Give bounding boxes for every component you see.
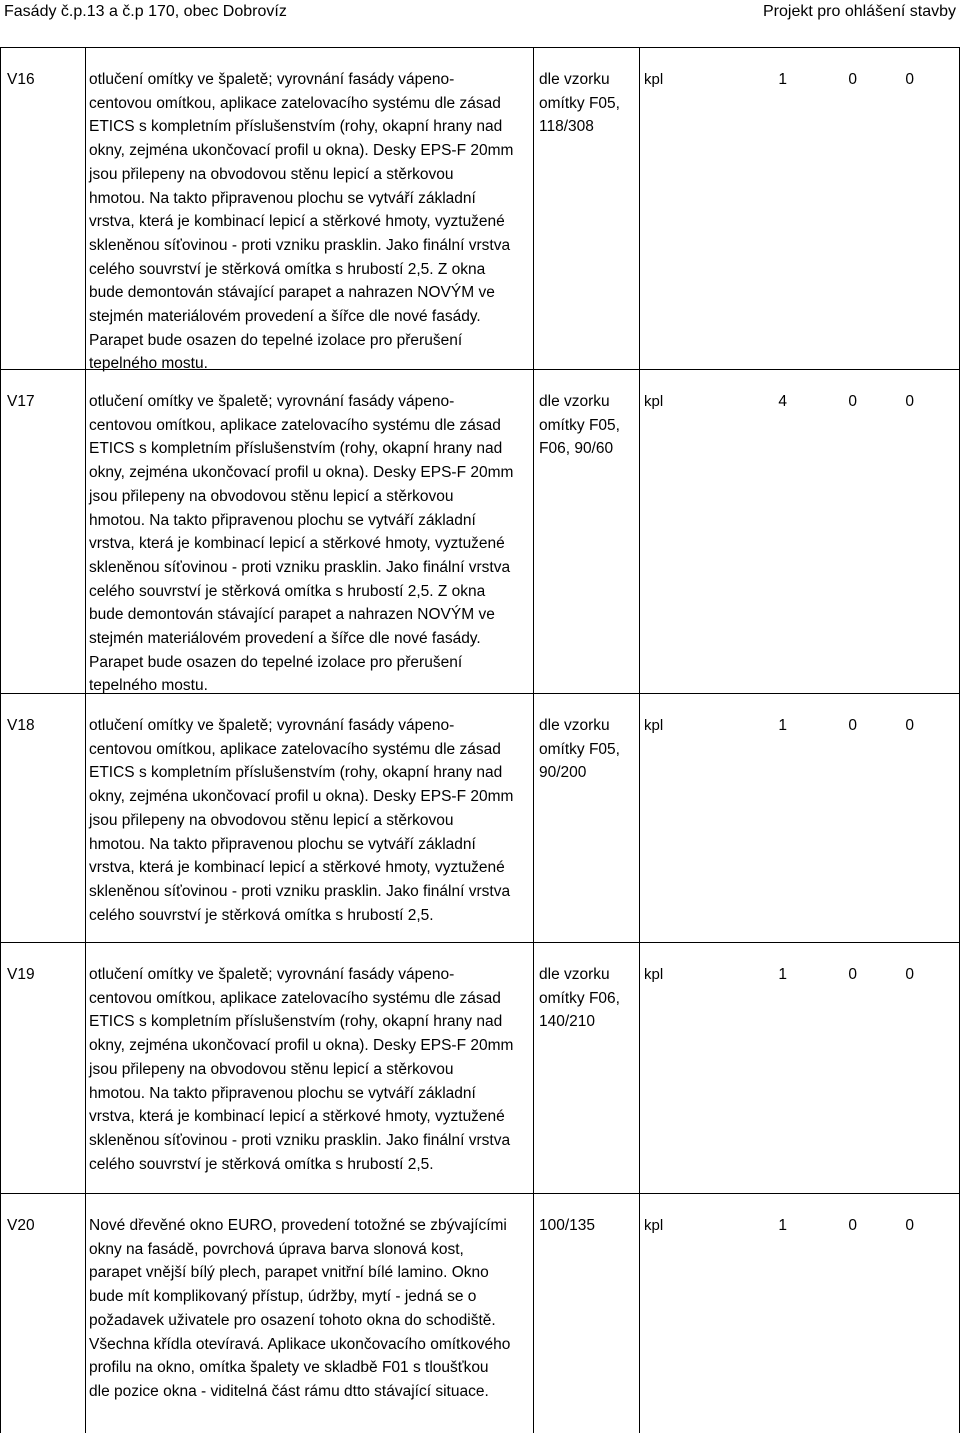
specification-line: 100/135 xyxy=(539,1217,596,1234)
description-line: hmotou. Na takto připravenou plochu se vytváří základní xyxy=(89,189,476,207)
item-unit: kpl xyxy=(644,71,664,88)
description-line: ETICS s kompletním příslušenstvím (rohy, okapní hrany nad xyxy=(89,440,503,458)
description-line: tepelného mostu. xyxy=(89,355,208,373)
description-line: hmotou. Na takto připravenou plochu se vytváří základní xyxy=(89,511,476,529)
item-code: V17 xyxy=(7,393,35,410)
description-line: parapet vnější bílý plech, parapet vnitřní bílé lamino. Okno xyxy=(89,1264,489,1282)
description-line: ETICS s kompletním příslušenstvím (rohy, okapní hrany nad xyxy=(89,764,503,782)
table-row xyxy=(1,694,959,943)
specification-line: dle vzorku xyxy=(539,71,610,88)
item-quantity-q1: 1 xyxy=(778,717,787,734)
description-line: okny na fasádě, povrchová úprava barva slonová kost, xyxy=(89,1240,464,1258)
description-line: stejmén materiálovém provedení a šířce dle nové fasády. xyxy=(89,308,481,326)
specification-line: omítky F05, xyxy=(539,740,620,758)
item-code: V19 xyxy=(7,966,35,983)
item-quantity-q3: 0 xyxy=(905,1217,914,1234)
item-quantity-q3: 0 xyxy=(905,966,914,983)
description-line: otlučení omítky ve špaletě; vyrovnání fasády vápeno- xyxy=(89,393,455,410)
item-unit: kpl xyxy=(644,1217,664,1234)
description-line: skleněnou síťovinou - proti vzniku prasklin. Jako finální vrstva xyxy=(89,1131,511,1149)
description-line: vrstva, která je kombinací lepicí a stěrkové hmoty, vyztužené xyxy=(89,1108,505,1126)
description-line: bude demontován stávající parapet a nahrazen NOVÝM ve xyxy=(89,284,495,302)
specification-line: 118/308 xyxy=(539,118,594,136)
description-line: hmotou. Na takto připravenou plochu se vytváří základní xyxy=(89,835,476,853)
specification-line: dle vzorku xyxy=(539,717,610,734)
description-line: vrstva, která je kombinací lepicí a stěrkové hmoty, vyztužené xyxy=(89,535,505,553)
table-row xyxy=(1,48,959,373)
item-code: V20 xyxy=(7,1217,35,1234)
item-code: V18 xyxy=(7,717,35,734)
item-unit: kpl xyxy=(644,717,664,734)
table-row xyxy=(1,943,959,1194)
description-line: otlučení omítky ve špaletě; vyrovnání fasády vápeno- xyxy=(89,71,455,88)
description-line: vrstva, která je kombinací lepicí a stěrkové hmoty, vyztužené xyxy=(89,213,505,231)
description-line: bude mít komplikovaný přístup, údržby, mytí - jedná se o xyxy=(89,1288,477,1306)
item-quantity-q3: 0 xyxy=(905,717,914,734)
specification-line: omítky F06, xyxy=(539,989,620,1007)
item-specification xyxy=(539,390,639,461)
description-line: skleněnou síťovinou - proti vzniku prasklin. Jako finální vrstva xyxy=(89,558,511,576)
page-header xyxy=(0,0,960,24)
description-line: centovou omítkou, aplikace zatelovacího systému dle zásad xyxy=(89,740,501,758)
description-line: celého souvrství je stěrková omítka s hrubostí 2,5. xyxy=(89,906,434,924)
table-row xyxy=(1,1194,959,1434)
item-unit: kpl xyxy=(644,966,664,983)
item-description xyxy=(89,390,535,698)
item-quantity-q1: 1 xyxy=(778,71,787,88)
specification-line: F06, 90/60 xyxy=(539,440,614,458)
description-line: okny, zejména ukončovací profil u okna). Desky EPS-F 20mm xyxy=(89,788,514,806)
item-quantity-q3: 0 xyxy=(905,71,914,88)
description-line: celého souvrství je stěrková omítka s hrubostí 2,5. Z okna xyxy=(89,260,486,278)
description-line: celého souvrství je stěrková omítka s hrubostí 2,5. Z okna xyxy=(89,582,486,600)
specification-line: dle vzorku xyxy=(539,966,610,983)
item-quantity-q1: 4 xyxy=(778,393,787,410)
description-line: Parapet bude osazen do tepelné izolace pro přerušení xyxy=(89,331,463,349)
description-line: hmotou. Na takto připravenou plochu se vytváří základní xyxy=(89,1084,476,1102)
item-quantity-q2: 0 xyxy=(848,71,857,88)
description-line: centovou omítkou, aplikace zatelovacího systému dle zásad xyxy=(89,989,501,1007)
description-line: ETICS s kompletním příslušenstvím (rohy, okapní hrany nad xyxy=(89,118,503,136)
specification-line: 140/210 xyxy=(539,1013,596,1031)
description-line: celého souvrství je stěrková omítka s hrubostí 2,5. xyxy=(89,1155,434,1173)
item-description xyxy=(89,714,535,927)
item-specification xyxy=(539,963,639,1034)
description-line: otlučení omítky ve špaletě; vyrovnání fasády vápeno- xyxy=(89,966,455,983)
description-line: profilu na okno, omítka špalety ve skladbě F01 s tloušťkou xyxy=(89,1359,489,1377)
description-line: Parapet bude osazen do tepelné izolace pro přerušení xyxy=(89,653,463,671)
description-line: centovou omítkou, aplikace zatelovacího systému dle zásad xyxy=(89,94,501,112)
description-line: okny, zejména ukončovací profil u okna). Desky EPS-F 20mm xyxy=(89,142,514,160)
description-line: vrstva, která je kombinací lepicí a stěrkové hmoty, vyztužené xyxy=(89,859,505,877)
item-code: V16 xyxy=(7,71,35,88)
description-line: jsou přilepeny na obvodovou stěnu lepicí a stěrkovou xyxy=(89,165,454,183)
description-line: skleněnou síťovinou - proti vzniku prasklin. Jako finální vrstva xyxy=(89,882,511,900)
item-quantity-q2: 0 xyxy=(848,393,857,410)
item-description xyxy=(89,963,535,1176)
item-quantity-q2: 0 xyxy=(848,966,857,983)
description-line: okny, zejména ukončovací profil u okna). Desky EPS-F 20mm xyxy=(89,464,514,482)
description-line: jsou přilepeny na obvodovou stěnu lepicí a stěrkovou xyxy=(89,1060,454,1078)
description-line: bude demontován stávající parapet a nahrazen NOVÝM ve xyxy=(89,606,495,624)
item-unit: kpl xyxy=(644,393,664,410)
description-line: tepelného mostu. xyxy=(89,677,208,695)
item-quantity-q2: 0 xyxy=(848,717,857,734)
item-quantity-q2: 0 xyxy=(848,1217,857,1234)
item-description xyxy=(89,68,535,376)
description-line: jsou přilepeny na obvodovou stěnu lepicí a stěrkovou xyxy=(89,487,454,505)
description-line: centovou omítkou, aplikace zatelovacího systému dle zásad xyxy=(89,416,501,434)
specification-table xyxy=(0,47,960,1433)
description-line: Nové dřevěné okno EURO, provedení totožné se zbývajícími xyxy=(89,1217,507,1234)
description-line: Všechna křídla otevíravá. Aplikace ukončovacího omítkového xyxy=(89,1335,511,1353)
item-specification xyxy=(539,68,639,139)
item-quantity-q1: 1 xyxy=(778,966,787,983)
description-line: okny, zejména ukončovací profil u okna). Desky EPS-F 20mm xyxy=(89,1037,514,1055)
item-specification xyxy=(539,714,639,785)
description-line: jsou přilepeny na obvodovou stěnu lepicí a stěrkovou xyxy=(89,811,454,829)
document-title: Fasády č.p.13 a č.p 170, obec Dobrovíz xyxy=(4,3,287,20)
specification-line: 90/200 xyxy=(539,764,587,782)
specification-line: dle vzorku xyxy=(539,393,610,410)
item-quantity-q1: 1 xyxy=(778,1217,787,1234)
specification-line: omítky F05, xyxy=(539,94,620,112)
description-line: ETICS s kompletním příslušenstvím (rohy, okapní hrany nad xyxy=(89,1013,503,1031)
description-line: skleněnou síťovinou - proti vzniku prasklin. Jako finální vrstva xyxy=(89,236,511,254)
item-specification xyxy=(539,1214,639,1238)
description-line: stejmén materiálovém provedení a šířce dle nové fasády. xyxy=(89,630,481,648)
description-line: požadavek uživatele pro osazení tohoto okna do schodiště. xyxy=(89,1311,496,1329)
item-description xyxy=(89,1214,535,1404)
description-line: dle pozice okna - viditelná část rámu dtto stávající situace. xyxy=(89,1382,489,1400)
project-stage: Projekt pro ohlášení stavby xyxy=(763,3,956,20)
item-quantity-q3: 0 xyxy=(905,393,914,410)
specification-line: omítky F05, xyxy=(539,416,620,434)
table-row xyxy=(1,370,959,694)
description-line: otlučení omítky ve špaletě; vyrovnání fasády vápeno- xyxy=(89,717,455,734)
